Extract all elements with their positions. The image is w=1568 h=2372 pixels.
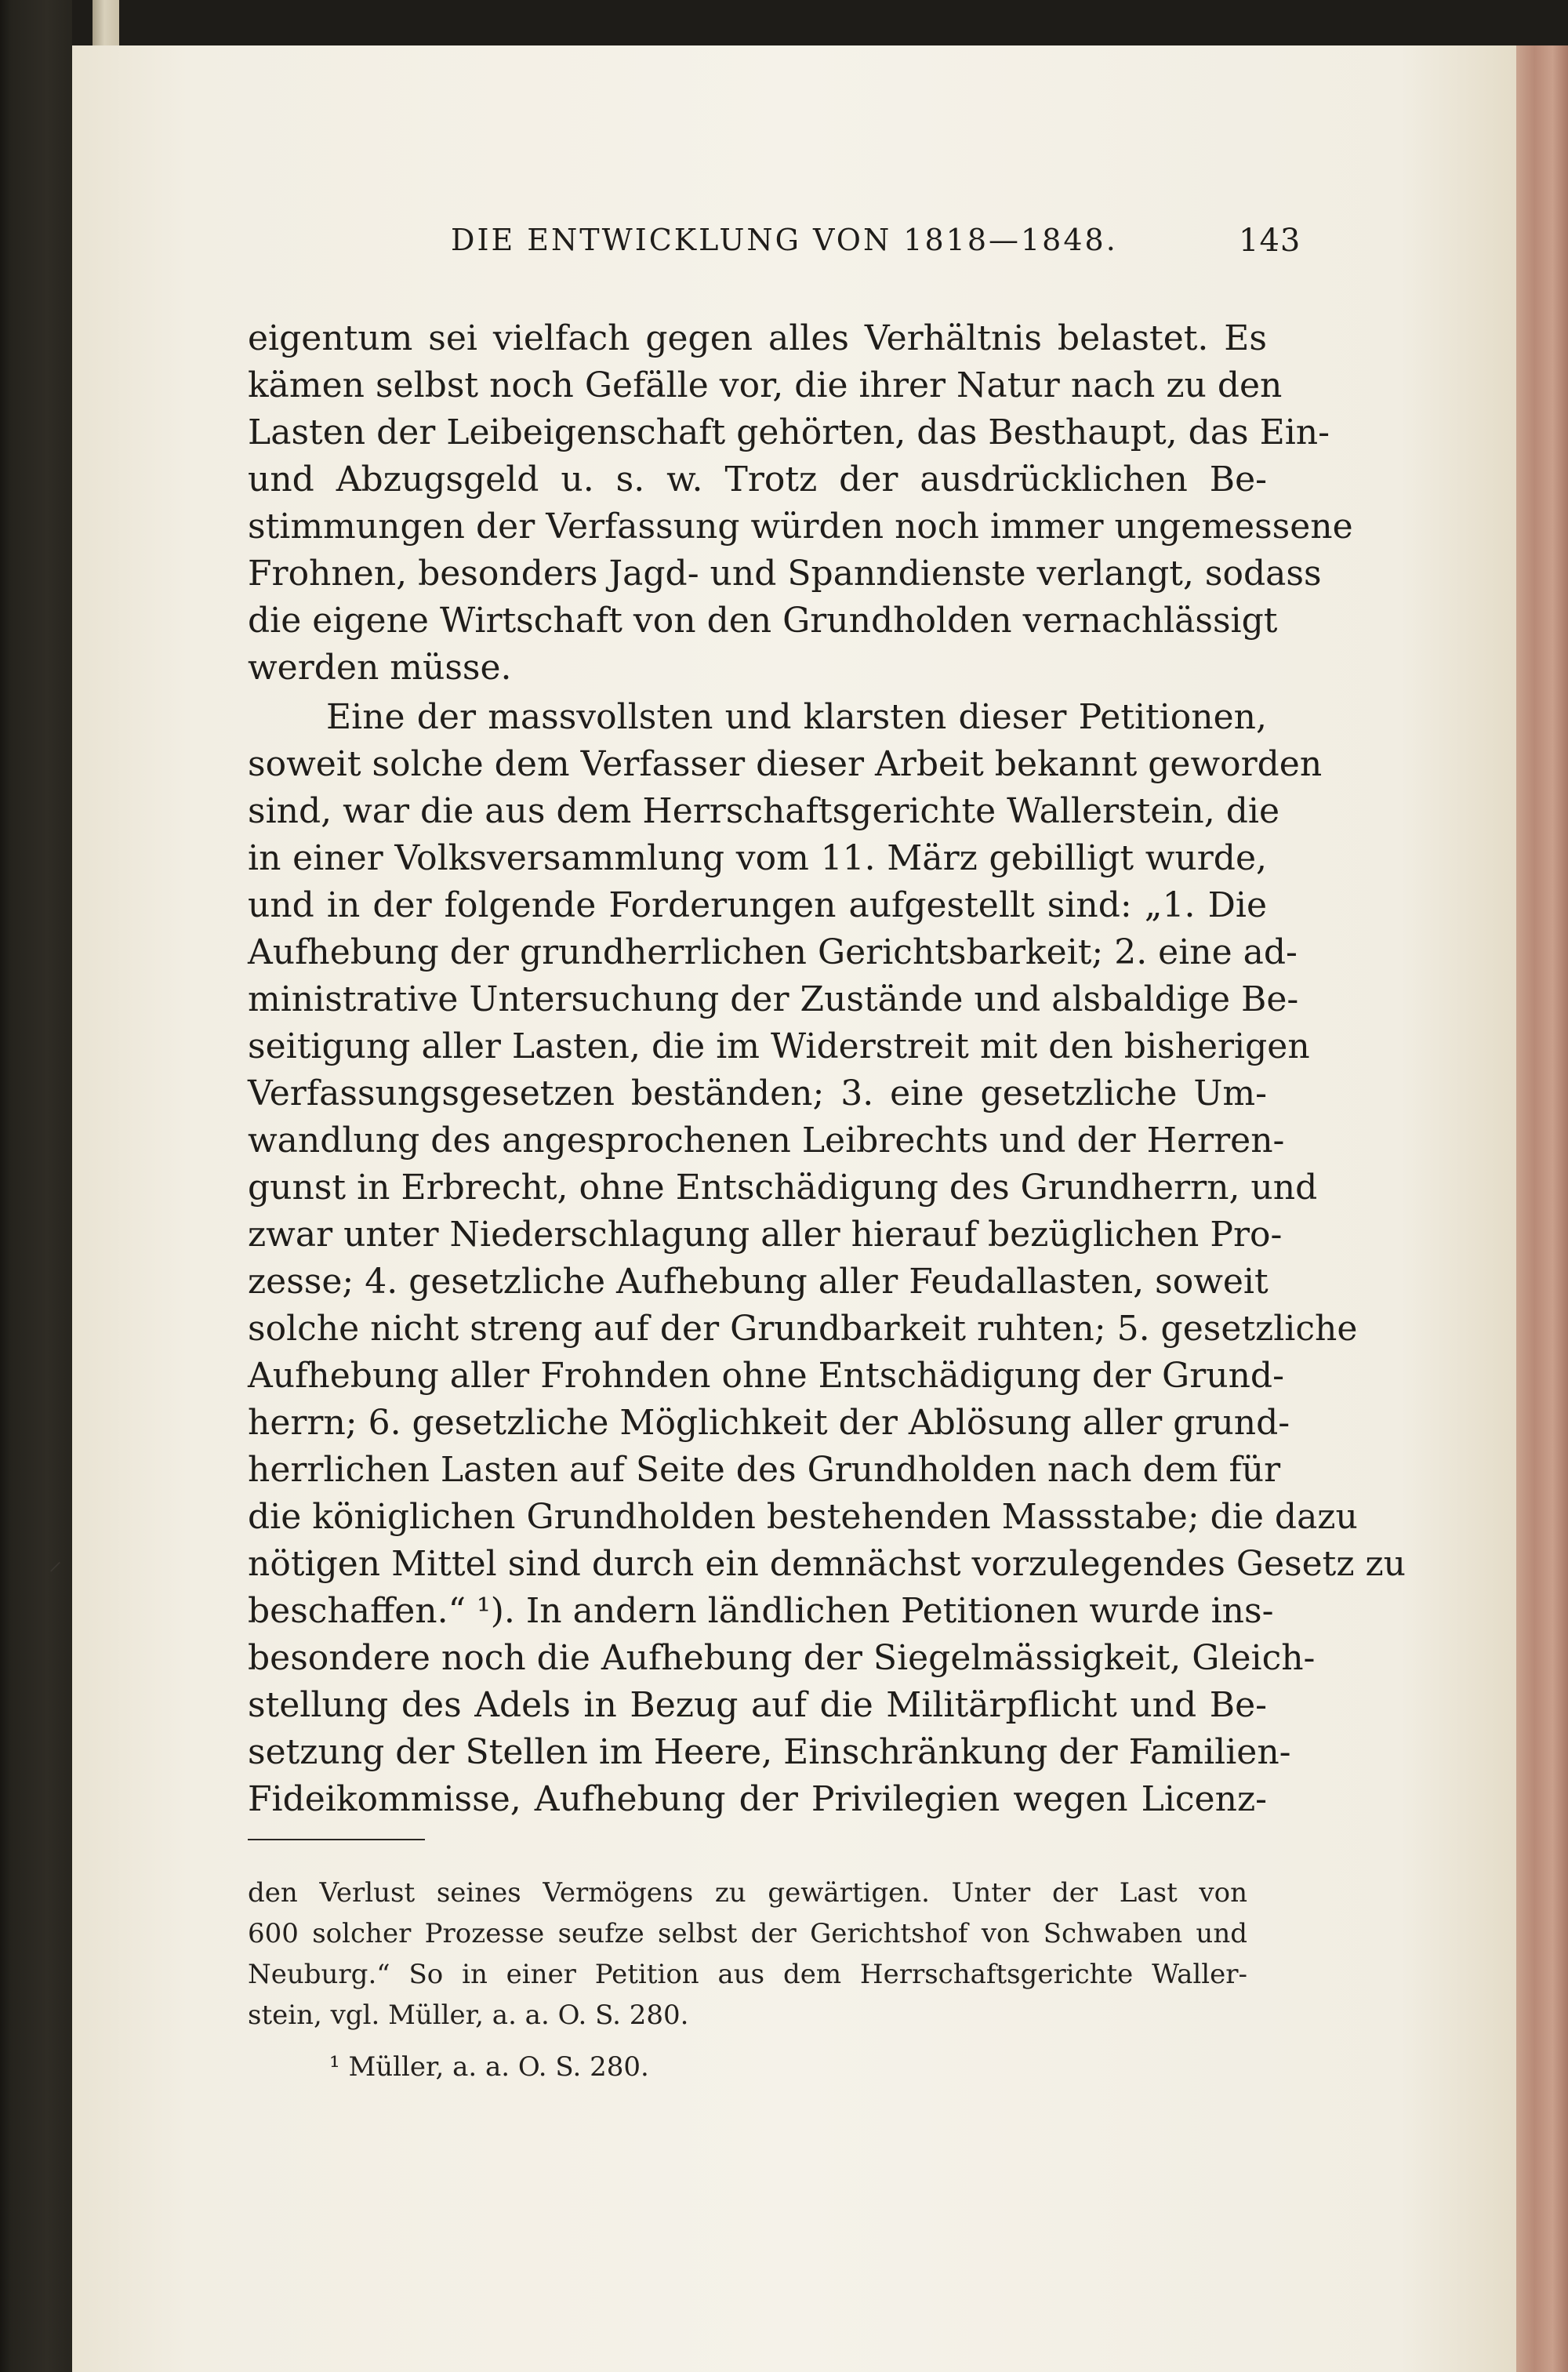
body-line: zesse; 4. gesetzliche Aufhebung aller Feudallasten, soweit: [248, 1262, 1269, 1302]
footnote-separator: [248, 1839, 425, 1840]
body-line: setzung der Stellen im Heere, Einschränkung der Familien-: [248, 1732, 1291, 1772]
body-line: und Abzugsgeld u. s. w. Trotz der ausdrücklichen Be-: [248, 460, 1267, 499]
margin-mark-icon: ⸍: [49, 1557, 62, 1588]
body-line: Lasten der Leibeigenschaft gehörten, das Besthaupt, das Ein-: [248, 412, 1330, 452]
body-line: zwar unter Niederschlagung aller hierauf bezüglichen Pro-: [248, 1215, 1283, 1255]
body-line: die eigene Wirtschaft von den Grundholden vernachlässigt: [248, 601, 1278, 641]
footnote-line: stein, vgl. Müller, a. a. O. S. 280.: [248, 2000, 689, 2031]
page-number: 143: [1239, 223, 1301, 259]
scan-background-top: [72, 0, 1568, 45]
body-line: nötigen Mittel sind durch ein demnächst vorzulegendes Gesetz zu: [248, 1544, 1406, 1584]
body-line: in einer Volksversammlung vom 11. März gebilligt wurde,: [248, 838, 1267, 878]
body-line: stimmungen der Verfassung würden noch immer ungemessene: [248, 507, 1353, 547]
body-line: Verfassungsgesetzen beständen; 3. eine gesetzliche Um-: [248, 1073, 1267, 1113]
footnote-line: 600 solcher Prozesse seufze selbst der Gerichtshof von Schwaben und: [248, 1918, 1247, 1949]
page-fore-edge: [1516, 45, 1568, 2372]
body-line: solche nicht streng auf der Grundbarkeit ruhten; 5. gesetzliche: [248, 1309, 1358, 1349]
body-line: ministrative Untersuchung der Zustände und alsbaldige Be-: [248, 979, 1299, 1019]
body-line: herrn; 6. gesetzliche Möglichkeit der Ablösung aller grund-: [248, 1403, 1290, 1443]
body-line: stellung des Adels in Bezug auf die Militärpflicht und Be-: [248, 1685, 1267, 1725]
running-header: DIE ENTWICKLUNG VON 1818—1848.: [451, 223, 1118, 257]
body-line: Aufhebung aller Frohnden ohne Entschädigung der Grund-: [248, 1356, 1284, 1396]
body-line: wandlung des angesprochenen Leibrechts und der Herren-: [248, 1121, 1285, 1161]
body-line: besondere noch die Aufhebung der Siegelmässigkeit, Gleich-: [248, 1638, 1316, 1678]
body-line: und in der folgende Forderungen aufgestellt sind: „1. Die: [248, 885, 1267, 925]
body-line: herrlichen Lasten auf Seite des Grundholden nach dem für: [248, 1450, 1281, 1490]
body-line: die königlichen Grundholden bestehenden Massstabe; die dazu: [248, 1497, 1358, 1537]
paragraph-first-line: Eine der massvollsten und klarsten dieser Petitionen,: [326, 697, 1267, 737]
body-line: Frohnen, besonders Jagd- und Spanndienste verlangt, sodass: [248, 554, 1322, 594]
footnote-line: den Verlust seines Vermögens zu gewärtigen. Unter der Last von: [248, 1877, 1247, 1909]
body-line: beschaffen.“ ¹). In andern ländlichen Petitionen wurde ins-: [248, 1591, 1274, 1631]
body-line: werden müsse.: [248, 648, 512, 688]
body-line: soweit solche dem Verfasser dieser Arbeit bekannt geworden: [248, 744, 1323, 784]
body-line: Fideikommisse, Aufhebung der Privilegien wegen Licenz-: [248, 1779, 1267, 1819]
body-line: kämen selbst noch Gefälle vor, die ihrer Natur nach zu den: [248, 365, 1283, 405]
footnote-line: Neuburg.“ So in einer Petition aus dem Herrschaftsgerichte Waller-: [248, 1959, 1247, 1990]
body-line: seitigung aller Lasten, die im Widerstreit mit den bisherigen: [248, 1026, 1310, 1066]
body-line: eigentum sei vielfach gegen alles Verhältnis belastet. Es: [248, 318, 1267, 358]
body-line: Aufhebung der grundherrlichen Gerichtsbarkeit; 2. eine ad-: [248, 932, 1298, 972]
body-line: gunst in Erbrecht, ohne Entschädigung des Grundherrn, und: [248, 1168, 1318, 1208]
body-line: sind, war die aus dem Herrschaftsgerichte Wallerstein, die: [248, 791, 1279, 831]
footnote-1: ¹ Müller, a. a. O. S. 280.: [329, 2051, 649, 2083]
